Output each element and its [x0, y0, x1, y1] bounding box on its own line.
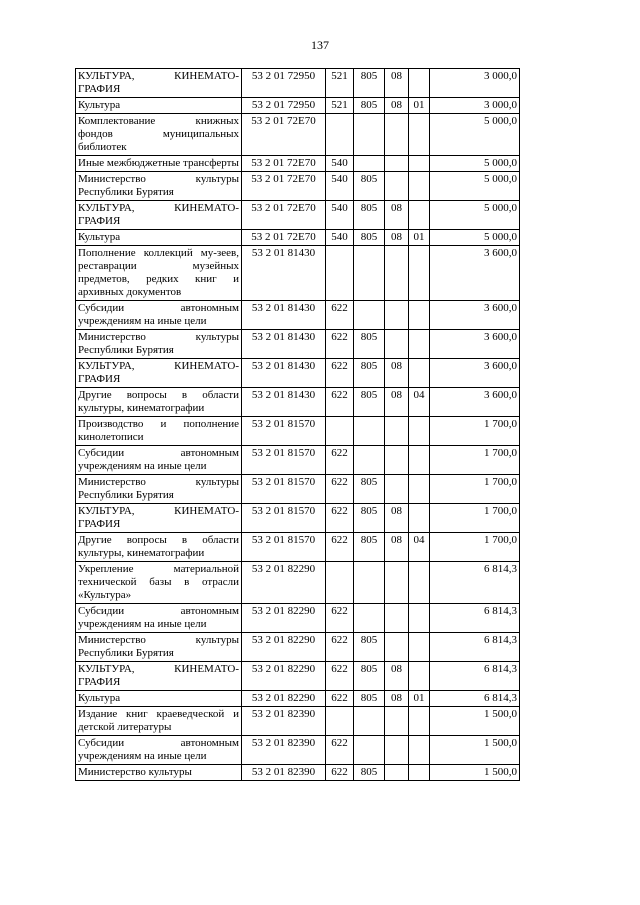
cell-amount: 5 000,0: [430, 172, 520, 201]
cell-ministry-code: 805: [354, 201, 385, 230]
cell-name: Комплектование книжных фондов муниципальных библиотек: [76, 114, 242, 156]
cell-target-code: 53 2 01 82290: [242, 633, 326, 662]
cell-expense-type: 540: [326, 156, 354, 172]
cell-ministry-code: [354, 707, 385, 736]
cell-name: Министерство культуры: [76, 765, 242, 781]
cell-amount: 3 600,0: [430, 301, 520, 330]
cell-section: [385, 707, 409, 736]
cell-target-code: 53 2 01 81430: [242, 301, 326, 330]
cell-section: [385, 475, 409, 504]
cell-name: Субсидии автономным учреждениям на иные цели: [76, 446, 242, 475]
cell-expense-type: 540: [326, 172, 354, 201]
cell-amount: 3 000,0: [430, 98, 520, 114]
cell-section: 08: [385, 69, 409, 98]
cell-subsection: [409, 662, 430, 691]
cell-subsection: [409, 359, 430, 388]
cell-target-code: 53 2 01 81570: [242, 504, 326, 533]
table-row: [76, 330, 520, 359]
table-row: [76, 114, 520, 156]
cell-section: 08: [385, 98, 409, 114]
table-row: [76, 388, 520, 417]
table-row: [76, 475, 520, 504]
cell-expense-type: 622: [326, 633, 354, 662]
cell-expense-type: [326, 562, 354, 604]
cell-name: Издание книг краеведческой и детской литературы: [76, 707, 242, 736]
cell-amount: 1 500,0: [430, 765, 520, 781]
cell-amount: 5 000,0: [430, 230, 520, 246]
cell-amount: 1 700,0: [430, 417, 520, 446]
cell-expense-type: 622: [326, 662, 354, 691]
cell-amount: 6 814,3: [430, 633, 520, 662]
table-row: [76, 417, 520, 446]
page-number: 137: [311, 38, 329, 52]
table-row: [76, 446, 520, 475]
cell-section: [385, 330, 409, 359]
cell-ministry-code: [354, 246, 385, 301]
cell-subsection: [409, 707, 430, 736]
cell-name: Министерство культуры Республики Бурятия: [76, 633, 242, 662]
cell-section: 08: [385, 662, 409, 691]
cell-subsection: 04: [409, 533, 430, 562]
cell-target-code: 53 2 01 81430: [242, 246, 326, 301]
cell-name: Укрепление материальной технической базы в отрасли «Культура»: [76, 562, 242, 604]
table-row: [76, 246, 520, 301]
cell-section: 08: [385, 691, 409, 707]
cell-expense-type: 622: [326, 504, 354, 533]
cell-ministry-code: [354, 446, 385, 475]
cell-ministry-code: [354, 562, 385, 604]
cell-target-code: 53 2 01 82290: [242, 691, 326, 707]
cell-target-code: 53 2 01 82290: [242, 604, 326, 633]
table-row: [76, 691, 520, 707]
cell-amount: 5 000,0: [430, 156, 520, 172]
cell-subsection: [409, 156, 430, 172]
cell-subsection: 01: [409, 691, 430, 707]
table-row: [76, 172, 520, 201]
cell-ministry-code: 805: [354, 359, 385, 388]
cell-amount: 3 600,0: [430, 388, 520, 417]
cell-expense-type: 622: [326, 388, 354, 417]
cell-expense-type: 622: [326, 604, 354, 633]
cell-ministry-code: [354, 604, 385, 633]
cell-amount: 5 000,0: [430, 114, 520, 156]
cell-expense-type: 622: [326, 533, 354, 562]
table-row: [76, 736, 520, 765]
cell-name: КУЛЬТУРА, КИНЕМАТО-ГРАФИЯ: [76, 201, 242, 230]
cell-section: [385, 736, 409, 765]
table-row: [76, 707, 520, 736]
cell-ministry-code: [354, 301, 385, 330]
cell-ministry-code: [354, 156, 385, 172]
cell-section: [385, 114, 409, 156]
cell-amount: 1 500,0: [430, 736, 520, 765]
cell-target-code: 53 2 01 81430: [242, 330, 326, 359]
cell-subsection: [409, 417, 430, 446]
cell-expense-type: 622: [326, 330, 354, 359]
table-row: [76, 156, 520, 172]
cell-amount: 3 600,0: [430, 246, 520, 301]
table-row: [76, 604, 520, 633]
cell-expense-type: 521: [326, 69, 354, 98]
cell-target-code: 53 2 01 81430: [242, 388, 326, 417]
cell-amount: 1 700,0: [430, 504, 520, 533]
cell-expense-type: [326, 114, 354, 156]
cell-subsection: [409, 562, 430, 604]
cell-subsection: [409, 475, 430, 504]
cell-ministry-code: 805: [354, 533, 385, 562]
cell-target-code: 53 2 01 82290: [242, 562, 326, 604]
cell-ministry-code: 805: [354, 633, 385, 662]
cell-target-code: 53 2 01 72950: [242, 98, 326, 114]
cell-name: КУЛЬТУРА, КИНЕМАТО-ГРАФИЯ: [76, 662, 242, 691]
cell-subsection: [409, 301, 430, 330]
cell-section: [385, 246, 409, 301]
cell-ministry-code: 805: [354, 388, 385, 417]
cell-amount: 6 814,3: [430, 562, 520, 604]
cell-ministry-code: 805: [354, 475, 385, 504]
cell-target-code: 53 2 01 72Е70: [242, 201, 326, 230]
cell-subsection: [409, 504, 430, 533]
cell-expense-type: 622: [326, 359, 354, 388]
cell-section: [385, 417, 409, 446]
cell-name: КУЛЬТУРА, КИНЕМАТО-ГРАФИЯ: [76, 69, 242, 98]
cell-target-code: 53 2 01 72Е70: [242, 172, 326, 201]
table-row: [76, 504, 520, 533]
cell-expense-type: [326, 707, 354, 736]
cell-subsection: [409, 736, 430, 765]
cell-name: Министерство культуры Республики Бурятия: [76, 475, 242, 504]
cell-section: 08: [385, 359, 409, 388]
cell-target-code: 53 2 01 81570: [242, 475, 326, 504]
cell-name: Субсидии автономным учреждениям на иные цели: [76, 736, 242, 765]
cell-expense-type: [326, 246, 354, 301]
cell-section: [385, 633, 409, 662]
cell-amount: 6 814,3: [430, 662, 520, 691]
cell-ministry-code: 805: [354, 765, 385, 781]
table-row: [76, 201, 520, 230]
cell-name: Другие вопросы в области культуры, кинематографии: [76, 388, 242, 417]
cell-section: 08: [385, 504, 409, 533]
cell-subsection: [409, 201, 430, 230]
cell-section: 08: [385, 230, 409, 246]
cell-name: Культура: [76, 98, 242, 114]
table-row: [76, 301, 520, 330]
cell-amount: 3 000,0: [430, 69, 520, 98]
cell-name: Производство и пополнение кинолетописи: [76, 417, 242, 446]
cell-name: Субсидии автономным учреждениям на иные цели: [76, 604, 242, 633]
cell-section: [385, 446, 409, 475]
table-row: [76, 662, 520, 691]
cell-section: [385, 156, 409, 172]
cell-subsection: [409, 330, 430, 359]
cell-amount: 3 600,0: [430, 359, 520, 388]
cell-section: [385, 604, 409, 633]
cell-ministry-code: [354, 417, 385, 446]
cell-expense-type: 622: [326, 301, 354, 330]
cell-expense-type: 622: [326, 765, 354, 781]
cell-amount: 5 000,0: [430, 201, 520, 230]
cell-expense-type: [326, 417, 354, 446]
cell-amount: 1 700,0: [430, 475, 520, 504]
cell-subsection: 01: [409, 230, 430, 246]
cell-amount: 1 500,0: [430, 707, 520, 736]
cell-target-code: 53 2 01 81570: [242, 417, 326, 446]
table-body: [76, 69, 520, 781]
cell-subsection: [409, 604, 430, 633]
cell-target-code: 53 2 01 81570: [242, 446, 326, 475]
table-row: [76, 359, 520, 388]
cell-section: [385, 562, 409, 604]
table-row: [76, 765, 520, 781]
cell-subsection: 01: [409, 98, 430, 114]
cell-ministry-code: 805: [354, 230, 385, 246]
cell-section: [385, 172, 409, 201]
cell-expense-type: 521: [326, 98, 354, 114]
cell-target-code: 53 2 01 82390: [242, 765, 326, 781]
cell-ministry-code: 805: [354, 330, 385, 359]
cell-subsection: [409, 69, 430, 98]
cell-name: Пополнение коллекций му-зеев, реставрации музейных предметов, редких книг и архивных документов: [76, 246, 242, 301]
cell-name: Министерство культуры Республики Бурятия: [76, 330, 242, 359]
cell-expense-type: 622: [326, 691, 354, 707]
cell-amount: 1 700,0: [430, 533, 520, 562]
cell-expense-type: 622: [326, 446, 354, 475]
cell-ministry-code: 805: [354, 172, 385, 201]
cell-section: 08: [385, 533, 409, 562]
table-row: [76, 69, 520, 98]
cell-ministry-code: 805: [354, 69, 385, 98]
cell-section: 08: [385, 201, 409, 230]
cell-target-code: 53 2 01 82290: [242, 662, 326, 691]
cell-expense-type: 622: [326, 736, 354, 765]
cell-target-code: 53 2 01 72Е70: [242, 156, 326, 172]
cell-target-code: 53 2 01 72Е70: [242, 230, 326, 246]
cell-ministry-code: 805: [354, 504, 385, 533]
cell-section: [385, 765, 409, 781]
cell-target-code: 53 2 01 72Е70: [242, 114, 326, 156]
cell-subsection: [409, 246, 430, 301]
table-row: [76, 562, 520, 604]
cell-name: Культура: [76, 230, 242, 246]
cell-name: Субсидии автономным учреждениям на иные цели: [76, 301, 242, 330]
cell-target-code: 53 2 01 81430: [242, 359, 326, 388]
cell-ministry-code: [354, 736, 385, 765]
cell-subsection: [409, 765, 430, 781]
cell-target-code: 53 2 01 81570: [242, 533, 326, 562]
cell-subsection: [409, 172, 430, 201]
cell-subsection: [409, 114, 430, 156]
cell-expense-type: 540: [326, 201, 354, 230]
cell-ministry-code: 805: [354, 98, 385, 114]
cell-name: Культура: [76, 691, 242, 707]
cell-subsection: 04: [409, 388, 430, 417]
table-row: [76, 633, 520, 662]
budget-table: [75, 68, 520, 781]
cell-name: Министерство культуры Республики Бурятия: [76, 172, 242, 201]
cell-name: КУЛЬТУРА, КИНЕМАТО-ГРАФИЯ: [76, 504, 242, 533]
table-row: [76, 98, 520, 114]
cell-name: Иные межбюджетные трансферты: [76, 156, 242, 172]
cell-expense-type: 540: [326, 230, 354, 246]
cell-target-code: 53 2 01 82390: [242, 707, 326, 736]
cell-amount: 1 700,0: [430, 446, 520, 475]
cell-section: [385, 301, 409, 330]
cell-amount: 6 814,3: [430, 604, 520, 633]
cell-ministry-code: [354, 114, 385, 156]
cell-name: Другие вопросы в области культуры, кинематографии: [76, 533, 242, 562]
cell-expense-type: 622: [326, 475, 354, 504]
cell-section: 08: [385, 388, 409, 417]
cell-target-code: 53 2 01 72950: [242, 69, 326, 98]
cell-amount: 6 814,3: [430, 691, 520, 707]
cell-ministry-code: 805: [354, 662, 385, 691]
cell-amount: 3 600,0: [430, 330, 520, 359]
cell-ministry-code: 805: [354, 691, 385, 707]
cell-name: КУЛЬТУРА, КИНЕМАТО-ГРАФИЯ: [76, 359, 242, 388]
table-row: [76, 230, 520, 246]
cell-subsection: [409, 446, 430, 475]
table-row: [76, 533, 520, 562]
cell-target-code: 53 2 01 82390: [242, 736, 326, 765]
cell-subsection: [409, 633, 430, 662]
